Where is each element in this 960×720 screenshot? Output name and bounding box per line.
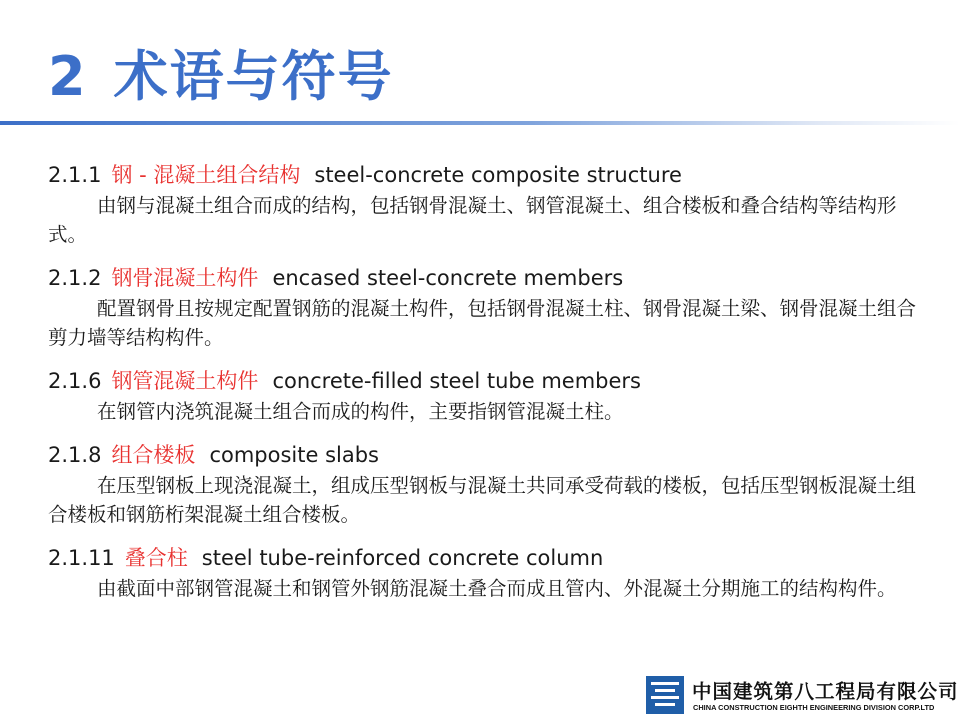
term-code: 2.1.11 (48, 546, 115, 570)
term-list (48, 160, 928, 617)
term-name-cn: 组合楼板 (111, 443, 196, 467)
term-name-cn: 钢管混凝土构件 (111, 369, 259, 393)
term-name-en: steel tube-reinforced concrete column (201, 546, 604, 570)
slide-title (48, 34, 394, 111)
term-code: 2.1.1 (48, 163, 102, 187)
term-name-en: composite slabs (209, 443, 379, 467)
term-entry (48, 366, 928, 426)
term-code: 2.1.8 (48, 443, 102, 467)
term-definition: 在钢管内浇筑混凝土组合而成的构件，主要指钢管混凝土柱。 (97, 400, 624, 423)
company-name-en: CHINA CONSTRUCTION EIGHTH ENGINEERING DIVISION CORP.LTD (693, 703, 935, 712)
term-name-en: encased steel-concrete members (272, 266, 624, 290)
term-definition: 在压型钢板上现浇混凝土，组成压型钢板与混凝土共同承受荷载的楼板，包括压型钢板混凝土组合楼板和钢筋桁架混凝土组合楼板。 (48, 474, 917, 526)
term-code: 2.1.6 (48, 369, 102, 393)
term-heading (48, 160, 928, 191)
term-name-cn: 钢骨混凝土构件 (111, 266, 259, 290)
term-definition: 由截面中部钢管混凝土和钢管外钢筋混凝土叠合而成且管内、外混凝土分期施工的结构构件。 (97, 577, 897, 600)
term-definition: 由钢与混凝土组合而成的结构，包括钢骨混凝土、钢管混凝土、组合楼板和叠合结构等结构形式。 (48, 194, 897, 246)
term-entry (48, 440, 928, 529)
term-name-cn: 叠合柱 (124, 546, 188, 570)
section-number: 2 (48, 45, 88, 108)
term-entry (48, 543, 928, 603)
title-divider (0, 121, 960, 125)
term-heading (48, 263, 928, 294)
company-logo (646, 676, 959, 714)
company-name-cn: 中国建筑第八工程局有限公司 (692, 680, 959, 703)
term-entry (48, 263, 928, 352)
cscec-logo-icon (646, 676, 684, 714)
term-heading (48, 440, 928, 471)
term-heading (48, 543, 928, 574)
term-name-cn: 钢 - 混凝土组合结构 (111, 163, 301, 187)
term-heading (48, 366, 928, 397)
term-name-en: steel-concrete composite structure (314, 163, 682, 187)
section-title: 术语与符号 (113, 45, 394, 108)
term-name-en: concrete-filled steel tube members (272, 369, 641, 393)
term-definition: 配置钢骨且按规定配置钢筋的混凝土构件，包括钢骨混凝土柱、钢骨混凝土梁、钢骨混凝土组合剪力墙等结构构件。 (48, 297, 917, 349)
term-code: 2.1.2 (48, 266, 102, 290)
term-entry (48, 160, 928, 249)
